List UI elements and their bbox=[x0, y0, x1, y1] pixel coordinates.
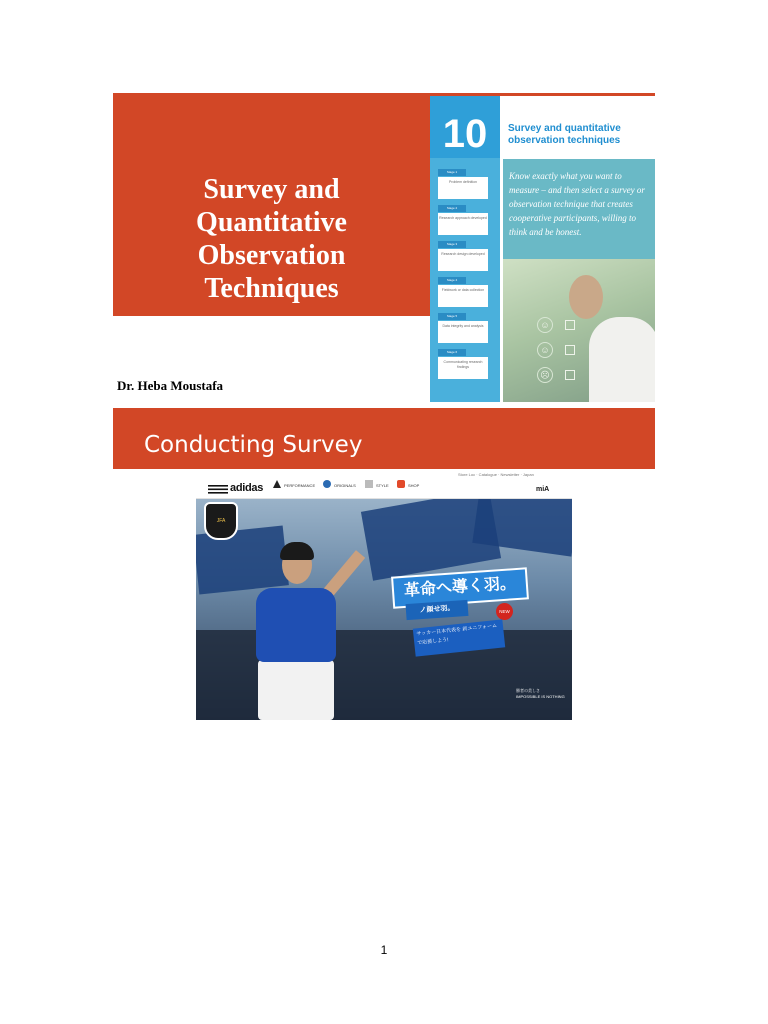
promo-caption[interactable]: サッカー日本代表を 新ユニフォームで応援しよう! bbox=[413, 619, 505, 656]
team-crest-icon: JFA bbox=[204, 502, 238, 540]
stage-box: Research design developed bbox=[438, 249, 488, 271]
stage-tag: Stage 6 bbox=[438, 349, 466, 356]
adidas-stripes-icon bbox=[208, 485, 228, 494]
top-links[interactable]: Store Loc · Catalogue · Newsletter · Japan bbox=[458, 472, 534, 477]
mi-adidas-logo[interactable]: miA bbox=[536, 486, 550, 493]
title-slide-author: Dr. Heba Moustafa bbox=[117, 378, 224, 393]
slide-title-bar bbox=[113, 408, 655, 469]
chapter-number-box bbox=[430, 96, 500, 158]
photo-person-head bbox=[569, 275, 603, 319]
adidas-logo[interactable]: adidas bbox=[230, 482, 264, 494]
promo-sub-banner[interactable]: ノ顔せ羽。 bbox=[406, 600, 469, 620]
stage-tag: Stage 2 bbox=[438, 205, 466, 212]
new-badge: NEW bbox=[496, 603, 513, 620]
originals-icon[interactable] bbox=[322, 479, 332, 489]
book-quote-text: Know exactly what you want to measure – and then select a survey or observation technique that creates cooperative participants, willing to think and be honest. bbox=[509, 171, 645, 237]
tagline bbox=[516, 688, 565, 700]
stage-tag: Stage 5 bbox=[438, 313, 466, 320]
smiley-happy-icon: ☺ bbox=[537, 317, 553, 333]
player-hair bbox=[280, 542, 314, 560]
stage-box: Fieldwork or data collection bbox=[438, 285, 488, 307]
smiley-neutral-icon: ☺ bbox=[537, 342, 553, 358]
book-quote-panel bbox=[503, 159, 655, 402]
style-icon[interactable] bbox=[364, 479, 374, 489]
nav-performance[interactable]: PERFORMANCE bbox=[284, 483, 316, 488]
player-jersey bbox=[256, 588, 336, 662]
nav-style[interactable]: STYLE bbox=[376, 483, 389, 488]
stage-tag: Stage 3 bbox=[438, 241, 466, 248]
page-number: 1 bbox=[380, 943, 388, 957]
player-shorts bbox=[258, 660, 334, 720]
shop-icon[interactable] bbox=[396, 479, 406, 489]
nav-shop[interactable]: SHOP bbox=[408, 483, 420, 488]
smiley-sad-icon: ☹ bbox=[537, 367, 553, 383]
stage-tag: Stage 1 bbox=[438, 169, 466, 176]
stage-box: Data integrity and analysis bbox=[438, 321, 488, 343]
crowd-shape bbox=[196, 630, 572, 720]
book-photo bbox=[503, 259, 655, 402]
tagline-jp: 勝者の美しさ bbox=[516, 688, 540, 693]
chapter-number: 10 bbox=[442, 112, 488, 156]
checkbox-icon bbox=[565, 370, 575, 380]
performance-icon[interactable] bbox=[272, 479, 282, 489]
stage-box: Research approach developed bbox=[438, 213, 488, 235]
nav-originals[interactable]: ORIGINALS bbox=[334, 483, 356, 488]
website-screenshot bbox=[196, 470, 572, 720]
promo-banner[interactable]: 革命へ導く羽。 bbox=[391, 567, 529, 608]
stage-box: Communicating research findings bbox=[438, 357, 488, 379]
photo-person-body bbox=[589, 317, 655, 402]
hero-image bbox=[196, 490, 572, 720]
checkbox-icon bbox=[565, 345, 575, 355]
checkbox-icon bbox=[565, 320, 575, 330]
conducting-survey-slide bbox=[113, 408, 655, 720]
tagline-en: IMPOSSIBLE IS NOTHING bbox=[516, 694, 565, 699]
title-slide-heading: Survey and Quantitative Observation Techniques bbox=[196, 174, 347, 304]
slide-title: Conducting Survey bbox=[144, 432, 363, 458]
chapter-title: Survey and quantitative observation techniques bbox=[508, 123, 621, 146]
stage-box: Problem definition bbox=[438, 177, 488, 199]
stage-tag: Stage 4 bbox=[438, 277, 466, 284]
book-chapter-image bbox=[430, 93, 655, 402]
site-nav-bar bbox=[196, 470, 572, 499]
title-slide bbox=[113, 93, 655, 402]
